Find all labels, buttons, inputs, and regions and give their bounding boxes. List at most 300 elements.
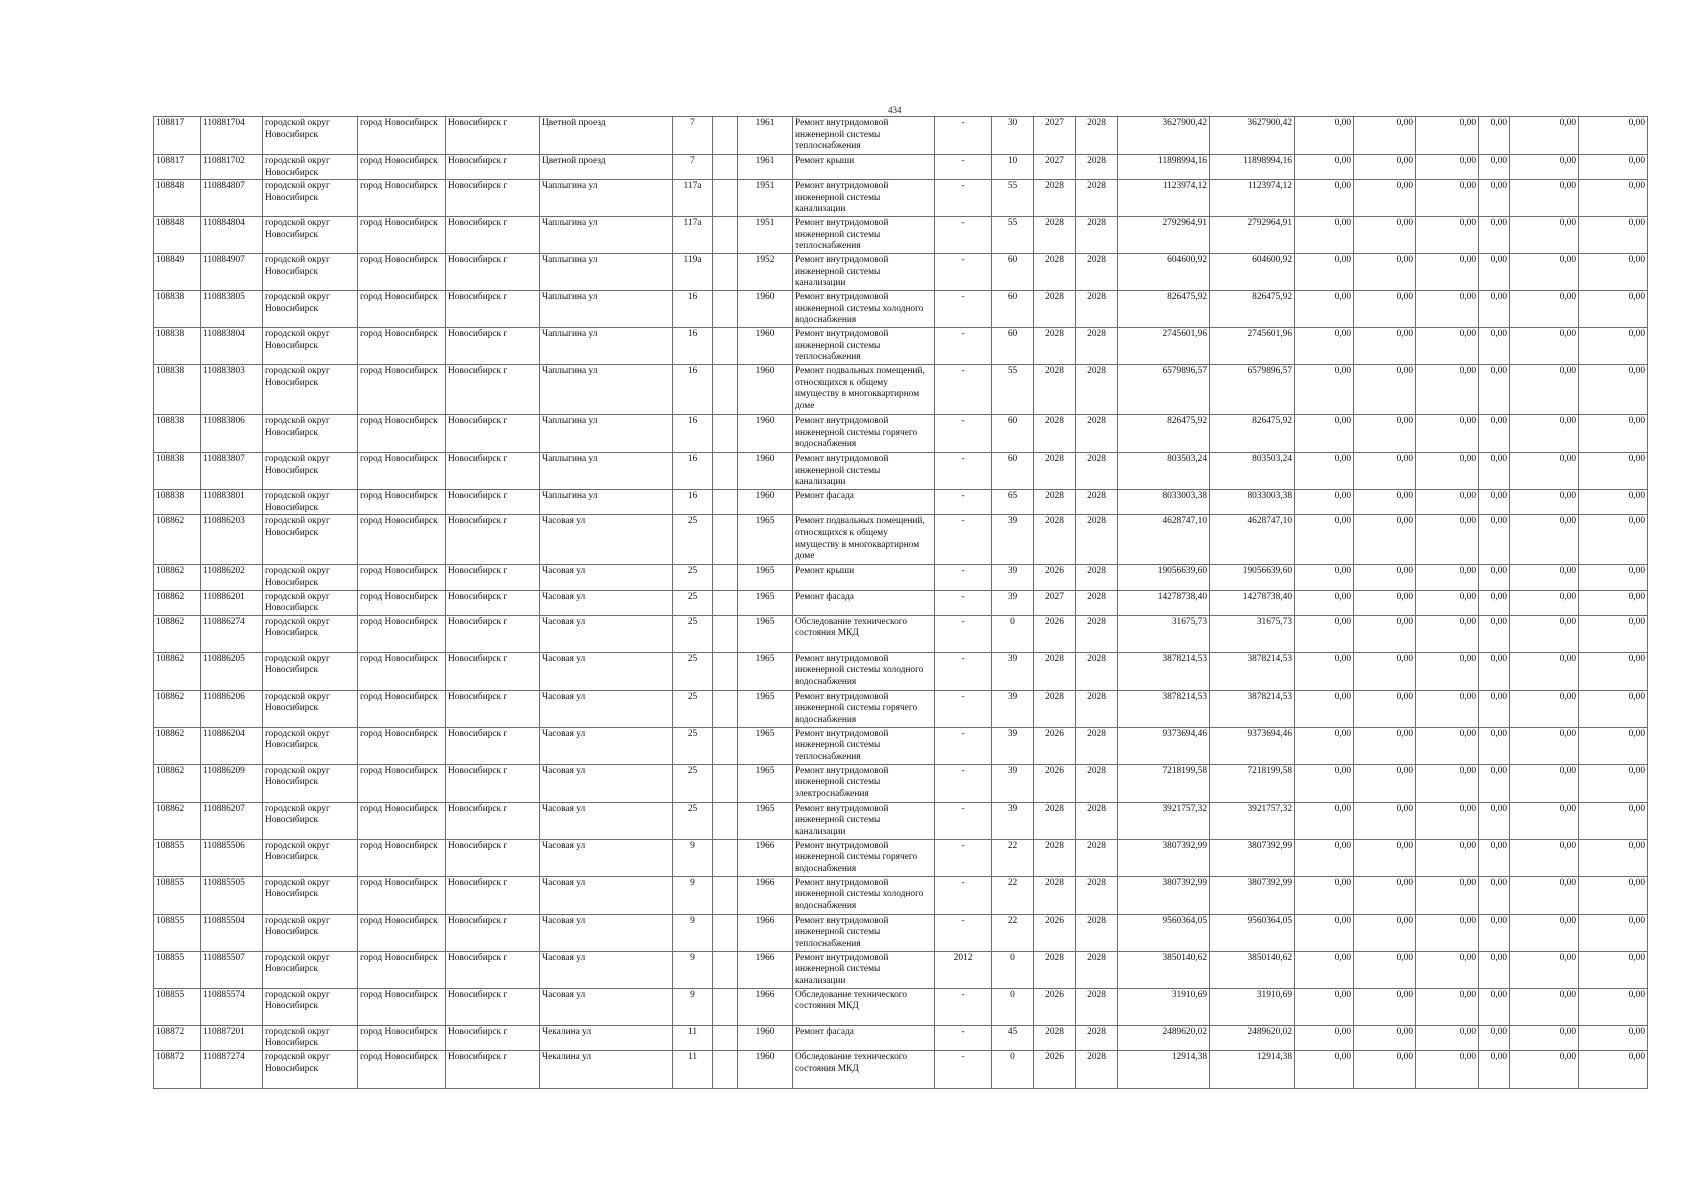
cell-wear-percent: 39 <box>992 515 1034 565</box>
cell-building <box>713 254 738 291</box>
cell-municipality: городской округ Новосибирск <box>263 254 358 291</box>
cell-plan-year-start: 2028 <box>1034 839 1076 876</box>
cell-total-cost: 3878214,53 <box>1118 652 1210 690</box>
cell-build-year: 1965 <box>738 615 793 652</box>
cell-build-year: 1965 <box>738 565 793 590</box>
cell-regional-fund-cost: 11898994,16 <box>1210 155 1295 180</box>
cell-building <box>713 365 738 415</box>
cell-locality: Новосибирск г <box>446 117 540 155</box>
cell-last-repair-year: - <box>935 515 992 565</box>
cell-service-id: 108848 <box>154 180 201 217</box>
cell-municipality: городской округ Новосибирск <box>263 328 358 365</box>
cell-work-type: Обследование технического состояния МКД <box>793 988 935 1025</box>
cell-street: Часовая ул <box>540 839 673 876</box>
cell-house-number: 11 <box>673 1050 713 1088</box>
cell-item-id: 110885504 <box>201 914 263 951</box>
cell-regional-budget: 0,00 <box>1354 291 1416 328</box>
cell-house-number: 119а <box>673 254 713 291</box>
cell-owner-funds: 0,00 <box>1479 988 1510 1025</box>
cell-service-id: 108855 <box>154 951 201 988</box>
cell-total-cost: 1123974,12 <box>1118 180 1210 217</box>
cell-building <box>713 652 738 690</box>
cell-plan-year-start: 2028 <box>1034 515 1076 565</box>
cell-plan-year-start: 2028 <box>1034 254 1076 291</box>
cell-other-funds: 0,00 <box>1510 217 1579 254</box>
cell-owner-funds: 0,00 <box>1479 1050 1510 1088</box>
cell-work-type: Ремонт внутридомовой инженерной системы горячего водоснабжения <box>793 839 935 876</box>
cell-regional-budget: 0,00 <box>1354 914 1416 951</box>
cell-service-id: 108838 <box>154 365 201 415</box>
cell-work-type: Ремонт внутридомовой инженерной системы канализации <box>793 180 935 217</box>
cell-owner-funds: 0,00 <box>1479 155 1510 180</box>
cell-locality: Новосибирск г <box>446 217 540 254</box>
cell-regional-fund-cost: 4628747,10 <box>1210 515 1295 565</box>
cell-last-repair-year: - <box>935 1025 992 1050</box>
cell-building <box>713 914 738 951</box>
table-row <box>154 254 1648 291</box>
cell-regional-budget: 0,00 <box>1354 590 1416 615</box>
cell-house-number: 117а <box>673 180 713 217</box>
cell-settlement: город Новосибирск <box>358 415 446 453</box>
cell-regional-budget: 0,00 <box>1354 490 1416 515</box>
cell-last-repair-year: - <box>935 876 992 914</box>
cell-street: Часовая ул <box>540 615 673 652</box>
cell-locality: Новосибирск г <box>446 615 540 652</box>
cell-build-year: 1965 <box>738 690 793 727</box>
cell-wear-percent: 60 <box>992 415 1034 453</box>
cell-item-id: 110886209 <box>201 764 263 802</box>
cell-service-id: 108872 <box>154 1050 201 1088</box>
cell-locality: Новосибирск г <box>446 254 540 291</box>
cell-settlement: город Новосибирск <box>358 365 446 415</box>
cell-municipality: городской округ Новосибирск <box>263 914 358 951</box>
cell-work-type: Ремонт подвальных помещений, относящихся к общему имуществу в многоквартирном доме <box>793 365 935 415</box>
cell-wear-percent: 39 <box>992 565 1034 590</box>
cell-street: Чаплыгина ул <box>540 328 673 365</box>
cell-building <box>713 1050 738 1088</box>
cell-other-funds: 0,00 <box>1510 690 1579 727</box>
cell-work-type: Ремонт фасада <box>793 1025 935 1050</box>
cell-last-repair-year: - <box>935 155 992 180</box>
cell-work-type: Ремонт внутридомовой инженерной системы канализации <box>793 951 935 988</box>
cell-last-repair-year: 2012 <box>935 951 992 988</box>
cell-local-budget: 0,00 <box>1416 254 1479 291</box>
cell-last-repair-year: - <box>935 652 992 690</box>
cell-regional-fund-cost: 31675,73 <box>1210 615 1295 652</box>
cell-plan-year-end: 2028 <box>1076 155 1118 180</box>
table-row <box>154 652 1648 690</box>
cell-other-funds: 0,00 <box>1510 914 1579 951</box>
cell-settlement: город Новосибирск <box>358 155 446 180</box>
cell-municipality: городской округ Новосибирск <box>263 839 358 876</box>
cell-owner-funds: 0,00 <box>1479 615 1510 652</box>
cell-build-year: 1951 <box>738 217 793 254</box>
cell-build-year: 1952 <box>738 254 793 291</box>
cell-owner-funds: 0,00 <box>1479 180 1510 217</box>
cell-street: Чаплыгина ул <box>540 490 673 515</box>
cell-regional-budget: 0,00 <box>1354 1025 1416 1050</box>
cell-total-cost: 3878214,53 <box>1118 690 1210 727</box>
cell-work-type: Ремонт внутридомовой инженерной системы теплоснабжения <box>793 727 935 764</box>
cell-total-cost: 9560364,05 <box>1118 914 1210 951</box>
cell-item-id: 110884804 <box>201 217 263 254</box>
cell-reserve-funds: 0,00 <box>1579 690 1648 727</box>
cell-plan-year-end: 2028 <box>1076 328 1118 365</box>
cell-item-id: 110883807 <box>201 453 263 490</box>
cell-regional-fund-cost: 2745601,96 <box>1210 328 1295 365</box>
cell-work-type: Ремонт подвальных помещений, относящихся к общему имуществу в многоквартирном доме <box>793 515 935 565</box>
cell-service-id: 108838 <box>154 490 201 515</box>
cell-house-number: 11 <box>673 1025 713 1050</box>
cell-regional-fund-cost: 826475,92 <box>1210 415 1295 453</box>
cell-plan-year-end: 2028 <box>1076 415 1118 453</box>
cell-owner-funds: 0,00 <box>1479 565 1510 590</box>
cell-settlement: город Новосибирск <box>358 328 446 365</box>
cell-street: Часовая ул <box>540 727 673 764</box>
cell-reserve-funds: 0,00 <box>1579 328 1648 365</box>
cell-build-year: 1960 <box>738 328 793 365</box>
cell-settlement: город Новосибирск <box>358 515 446 565</box>
cell-building <box>713 155 738 180</box>
cell-regional-budget: 0,00 <box>1354 652 1416 690</box>
cell-wear-percent: 39 <box>992 764 1034 802</box>
cell-wear-percent: 60 <box>992 291 1034 328</box>
cell-plan-year-end: 2028 <box>1076 727 1118 764</box>
cell-work-type: Ремонт крыши <box>793 565 935 590</box>
cell-reserve-funds: 0,00 <box>1579 155 1648 180</box>
cell-municipality: городской округ Новосибирск <box>263 565 358 590</box>
cell-total-cost: 3627900,42 <box>1118 117 1210 155</box>
cell-building <box>713 217 738 254</box>
cell-plan-year-end: 2028 <box>1076 1050 1118 1088</box>
cell-settlement: город Новосибирск <box>358 217 446 254</box>
cell-federal-funds: 0,00 <box>1295 254 1354 291</box>
cell-item-id: 110886202 <box>201 565 263 590</box>
cell-item-id: 110883806 <box>201 415 263 453</box>
table-row <box>154 727 1648 764</box>
cell-locality: Новосибирск г <box>446 727 540 764</box>
cell-federal-funds: 0,00 <box>1295 652 1354 690</box>
cell-federal-funds: 0,00 <box>1295 876 1354 914</box>
cell-street: Часовая ул <box>540 690 673 727</box>
cell-local-budget: 0,00 <box>1416 291 1479 328</box>
cell-federal-funds: 0,00 <box>1295 802 1354 839</box>
table-row <box>154 988 1648 1025</box>
cell-locality: Новосибирск г <box>446 1050 540 1088</box>
cell-service-id: 108855 <box>154 839 201 876</box>
cell-locality: Новосибирск г <box>446 590 540 615</box>
cell-plan-year-start: 2026 <box>1034 764 1076 802</box>
cell-federal-funds: 0,00 <box>1295 951 1354 988</box>
cell-wear-percent: 10 <box>992 155 1034 180</box>
cell-last-repair-year: - <box>935 1050 992 1088</box>
cell-street: Чекалина ул <box>540 1050 673 1088</box>
table-row <box>154 515 1648 565</box>
cell-item-id: 110881704 <box>201 117 263 155</box>
cell-house-number: 25 <box>673 802 713 839</box>
cell-work-type: Обследование технического состояния МКД <box>793 615 935 652</box>
cell-locality: Новосибирск г <box>446 365 540 415</box>
cell-plan-year-end: 2028 <box>1076 365 1118 415</box>
table-row <box>154 217 1648 254</box>
cell-local-budget: 0,00 <box>1416 802 1479 839</box>
cell-total-cost: 3807392,99 <box>1118 876 1210 914</box>
cell-plan-year-end: 2028 <box>1076 914 1118 951</box>
cell-federal-funds: 0,00 <box>1295 988 1354 1025</box>
cell-municipality: городской округ Новосибирск <box>263 1050 358 1088</box>
cell-service-id: 108838 <box>154 291 201 328</box>
cell-plan-year-start: 2026 <box>1034 988 1076 1025</box>
cell-last-repair-year: - <box>935 291 992 328</box>
cell-building <box>713 951 738 988</box>
cell-wear-percent: 0 <box>992 951 1034 988</box>
cell-regional-fund-cost: 3627900,42 <box>1210 117 1295 155</box>
cell-locality: Новосибирск г <box>446 453 540 490</box>
cell-street: Цветной проезд <box>540 155 673 180</box>
cell-federal-funds: 0,00 <box>1295 727 1354 764</box>
cell-service-id: 108862 <box>154 690 201 727</box>
cell-other-funds: 0,00 <box>1510 727 1579 764</box>
cell-street: Часовая ул <box>540 988 673 1025</box>
cell-build-year: 1960 <box>738 365 793 415</box>
cell-federal-funds: 0,00 <box>1295 180 1354 217</box>
cell-owner-funds: 0,00 <box>1479 690 1510 727</box>
cell-locality: Новосибирск г <box>446 328 540 365</box>
cell-street: Часовая ул <box>540 565 673 590</box>
cell-build-year: 1960 <box>738 291 793 328</box>
cell-regional-budget: 0,00 <box>1354 180 1416 217</box>
cell-local-budget: 0,00 <box>1416 1050 1479 1088</box>
cell-regional-fund-cost: 826475,92 <box>1210 291 1295 328</box>
cell-wear-percent: 0 <box>992 988 1034 1025</box>
cell-street: Часовая ул <box>540 515 673 565</box>
cell-municipality: городской округ Новосибирск <box>263 117 358 155</box>
cell-regional-fund-cost: 3807392,99 <box>1210 839 1295 876</box>
cell-federal-funds: 0,00 <box>1295 590 1354 615</box>
cell-service-id: 108817 <box>154 155 201 180</box>
cell-locality: Новосибирск г <box>446 515 540 565</box>
cell-last-repair-year: - <box>935 490 992 515</box>
cell-local-budget: 0,00 <box>1416 615 1479 652</box>
cell-owner-funds: 0,00 <box>1479 652 1510 690</box>
cell-street: Часовая ул <box>540 914 673 951</box>
cell-reserve-funds: 0,00 <box>1579 988 1648 1025</box>
cell-plan-year-start: 2026 <box>1034 1050 1076 1088</box>
cell-locality: Новосибирск г <box>446 155 540 180</box>
cell-other-funds: 0,00 <box>1510 328 1579 365</box>
cell-build-year: 1965 <box>738 764 793 802</box>
cell-plan-year-start: 2027 <box>1034 590 1076 615</box>
cell-last-repair-year: - <box>935 453 992 490</box>
cell-total-cost: 9373694,46 <box>1118 727 1210 764</box>
cell-other-funds: 0,00 <box>1510 365 1579 415</box>
cell-plan-year-start: 2027 <box>1034 117 1076 155</box>
cell-federal-funds: 0,00 <box>1295 291 1354 328</box>
cell-federal-funds: 0,00 <box>1295 764 1354 802</box>
cell-item-id: 110881702 <box>201 155 263 180</box>
cell-regional-budget: 0,00 <box>1354 254 1416 291</box>
cell-municipality: городской округ Новосибирск <box>263 951 358 988</box>
cell-street: Чаплыгина ул <box>540 291 673 328</box>
cell-service-id: 108862 <box>154 515 201 565</box>
cell-building <box>713 690 738 727</box>
cell-service-id: 108838 <box>154 453 201 490</box>
cell-municipality: городской округ Новосибирск <box>263 727 358 764</box>
cell-reserve-funds: 0,00 <box>1579 291 1648 328</box>
cell-local-budget: 0,00 <box>1416 515 1479 565</box>
cell-house-number: 25 <box>673 590 713 615</box>
cell-local-budget: 0,00 <box>1416 217 1479 254</box>
cell-service-id: 108862 <box>154 615 201 652</box>
cell-reserve-funds: 0,00 <box>1579 914 1648 951</box>
cell-owner-funds: 0,00 <box>1479 328 1510 365</box>
cell-last-repair-year: - <box>935 365 992 415</box>
cell-municipality: городской округ Новосибирск <box>263 988 358 1025</box>
cell-federal-funds: 0,00 <box>1295 155 1354 180</box>
table-row <box>154 951 1648 988</box>
cell-plan-year-start: 2028 <box>1034 802 1076 839</box>
cell-plan-year-end: 2028 <box>1076 590 1118 615</box>
cell-regional-budget: 0,00 <box>1354 155 1416 180</box>
cell-house-number: 16 <box>673 490 713 515</box>
cell-total-cost: 4628747,10 <box>1118 515 1210 565</box>
cell-wear-percent: 39 <box>992 690 1034 727</box>
cell-work-type: Ремонт внутридомовой инженерной системы теплоснабжения <box>793 117 935 155</box>
cell-building <box>713 1025 738 1050</box>
cell-build-year: 1960 <box>738 453 793 490</box>
cell-plan-year-start: 2028 <box>1034 652 1076 690</box>
cell-wear-percent: 22 <box>992 876 1034 914</box>
cell-municipality: городской округ Новосибирск <box>263 590 358 615</box>
cell-item-id: 110883804 <box>201 328 263 365</box>
cell-regional-fund-cost: 9560364,05 <box>1210 914 1295 951</box>
cell-federal-funds: 0,00 <box>1295 515 1354 565</box>
cell-plan-year-start: 2026 <box>1034 727 1076 764</box>
cell-reserve-funds: 0,00 <box>1579 802 1648 839</box>
cell-other-funds: 0,00 <box>1510 951 1579 988</box>
cell-owner-funds: 0,00 <box>1479 217 1510 254</box>
cell-settlement: город Новосибирск <box>358 988 446 1025</box>
cell-owner-funds: 0,00 <box>1479 453 1510 490</box>
cell-plan-year-end: 2028 <box>1076 988 1118 1025</box>
cell-wear-percent: 45 <box>992 1025 1034 1050</box>
cell-regional-budget: 0,00 <box>1354 876 1416 914</box>
cell-municipality: городской округ Новосибирск <box>263 415 358 453</box>
cell-street: Чаплыгина ул <box>540 217 673 254</box>
cell-build-year: 1965 <box>738 727 793 764</box>
cell-local-budget: 0,00 <box>1416 690 1479 727</box>
cell-reserve-funds: 0,00 <box>1579 764 1648 802</box>
cell-reserve-funds: 0,00 <box>1579 839 1648 876</box>
cell-house-number: 9 <box>673 839 713 876</box>
cell-service-id: 108838 <box>154 415 201 453</box>
cell-plan-year-end: 2028 <box>1076 565 1118 590</box>
cell-total-cost: 2489620,02 <box>1118 1025 1210 1050</box>
cell-build-year: 1966 <box>738 914 793 951</box>
cell-service-id: 108862 <box>154 565 201 590</box>
cell-other-funds: 0,00 <box>1510 802 1579 839</box>
cell-other-funds: 0,00 <box>1510 490 1579 515</box>
cell-settlement: город Новосибирск <box>358 690 446 727</box>
cell-plan-year-start: 2028 <box>1034 180 1076 217</box>
cell-regional-budget: 0,00 <box>1354 764 1416 802</box>
cell-plan-year-end: 2028 <box>1076 117 1118 155</box>
cell-owner-funds: 0,00 <box>1479 490 1510 515</box>
cell-work-type: Ремонт крыши <box>793 155 935 180</box>
cell-wear-percent: 60 <box>992 254 1034 291</box>
cell-house-number: 9 <box>673 988 713 1025</box>
cell-municipality: городской округ Новосибирск <box>263 180 358 217</box>
cell-other-funds: 0,00 <box>1510 615 1579 652</box>
cell-street: Часовая ул <box>540 652 673 690</box>
cell-local-budget: 0,00 <box>1416 565 1479 590</box>
cell-building <box>713 802 738 839</box>
cell-reserve-funds: 0,00 <box>1579 365 1648 415</box>
cell-wear-percent: 22 <box>992 914 1034 951</box>
cell-municipality: городской округ Новосибирск <box>263 490 358 515</box>
cell-service-id: 108848 <box>154 217 201 254</box>
cell-street: Чаплыгина ул <box>540 180 673 217</box>
cell-plan-year-end: 2028 <box>1076 615 1118 652</box>
cell-total-cost: 12914,38 <box>1118 1050 1210 1088</box>
cell-reserve-funds: 0,00 <box>1579 490 1648 515</box>
cell-building <box>713 515 738 565</box>
cell-regional-budget: 0,00 <box>1354 515 1416 565</box>
cell-total-cost: 31910,69 <box>1118 988 1210 1025</box>
cell-reserve-funds: 0,00 <box>1579 117 1648 155</box>
cell-build-year: 1961 <box>738 117 793 155</box>
cell-building <box>713 415 738 453</box>
cell-building <box>713 727 738 764</box>
table-row <box>154 839 1648 876</box>
cell-street: Чаплыгина ул <box>540 415 673 453</box>
cell-last-repair-year: - <box>935 764 992 802</box>
cell-house-number: 117а <box>673 217 713 254</box>
cell-house-number: 7 <box>673 155 713 180</box>
cell-total-cost: 3807392,99 <box>1118 839 1210 876</box>
table-row <box>154 876 1648 914</box>
cell-plan-year-start: 2028 <box>1034 415 1076 453</box>
cell-municipality: городской округ Новосибирск <box>263 690 358 727</box>
cell-street: Часовая ул <box>540 876 673 914</box>
cell-building <box>713 180 738 217</box>
cell-other-funds: 0,00 <box>1510 652 1579 690</box>
cell-build-year: 1965 <box>738 802 793 839</box>
cell-house-number: 9 <box>673 876 713 914</box>
cell-item-id: 110886274 <box>201 615 263 652</box>
cell-municipality: городской округ Новосибирск <box>263 876 358 914</box>
cell-other-funds: 0,00 <box>1510 515 1579 565</box>
cell-owner-funds: 0,00 <box>1479 291 1510 328</box>
cell-local-budget: 0,00 <box>1416 590 1479 615</box>
table-row <box>154 1050 1648 1088</box>
cell-item-id: 110883801 <box>201 490 263 515</box>
cell-locality: Новосибирск г <box>446 802 540 839</box>
cell-reserve-funds: 0,00 <box>1579 876 1648 914</box>
cell-plan-year-end: 2028 <box>1076 690 1118 727</box>
cell-item-id: 110885506 <box>201 839 263 876</box>
cell-work-type: Ремонт внутридомовой инженерной системы холодного водоснабжения <box>793 876 935 914</box>
cell-regional-budget: 0,00 <box>1354 690 1416 727</box>
cell-federal-funds: 0,00 <box>1295 453 1354 490</box>
cell-local-budget: 0,00 <box>1416 988 1479 1025</box>
cell-reserve-funds: 0,00 <box>1579 180 1648 217</box>
cell-local-budget: 0,00 <box>1416 415 1479 453</box>
cell-street: Часовая ул <box>540 802 673 839</box>
cell-settlement: город Новосибирск <box>358 839 446 876</box>
table-row <box>154 365 1648 415</box>
cell-item-id: 110884807 <box>201 180 263 217</box>
